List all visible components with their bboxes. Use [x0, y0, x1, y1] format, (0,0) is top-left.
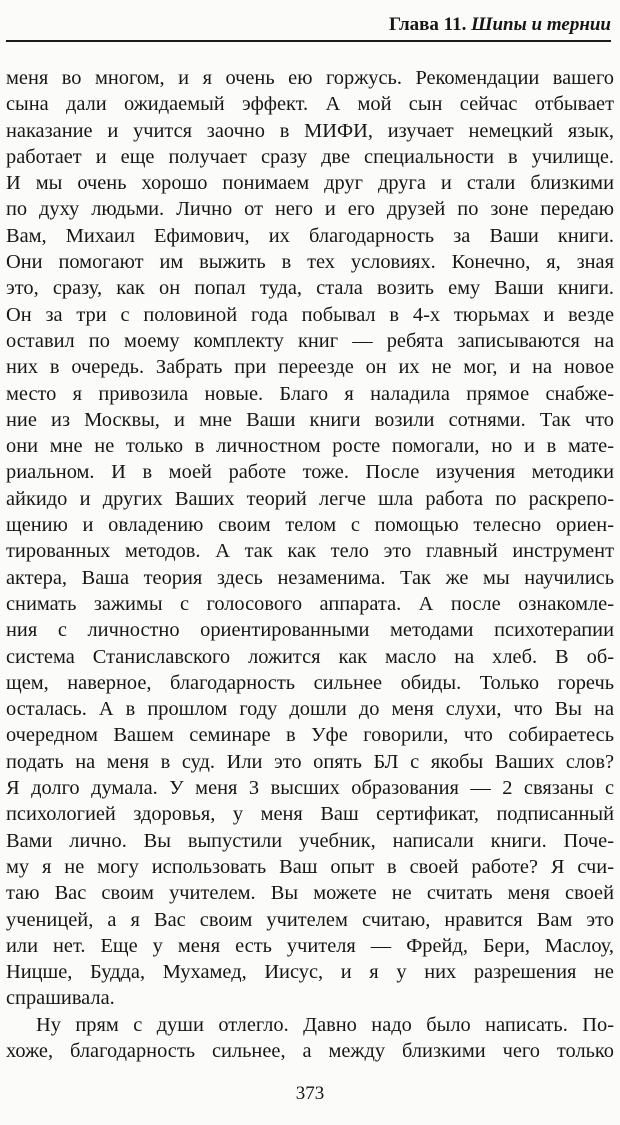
text-line: ние из Москвы, и мне Ваши книги возили сотнями. Так что: [6, 408, 614, 431]
text-line: оставил по моему комплекту книг — ребята записываются на: [6, 329, 614, 352]
text-line: психологией здоровья, у меня Ваш сертификат, подписанный: [6, 803, 614, 826]
text-line: спрашивала.: [6, 987, 115, 1010]
text-line: актера, Ваша теория здесь незаменима. Так же мы научились: [6, 566, 614, 589]
text-line: работает и еще получает сразу две специальности в училище.: [6, 145, 614, 168]
text-line: тированных методов. А так как тело это главный инструмент: [6, 540, 614, 563]
running-header: [6, 12, 611, 42]
text-line: Вам, Михаил Ефимович, их благодарность за Ваши книги.: [6, 224, 614, 247]
text-line: му я не могу использовать Ваш опыт в своей работе? Я счи-: [6, 855, 614, 878]
text-line: щению и овладению своим телом с помощью телесно ориен-: [6, 514, 614, 537]
text-line: них в очередь. Забрать при переезде он их не мог, и на новое: [6, 356, 614, 379]
text-line: Ницше, Будда, Мухамед, Иисус, и я у них разрешения не: [6, 961, 614, 984]
text-line: щем, наверное, благодарность сильнее обиды. Только горечь: [6, 671, 614, 694]
chapter-title: Шипы и тернии: [471, 14, 611, 35]
text-line: это, сразу, как он попал туда, стала возить ему Ваши книги.: [6, 277, 614, 300]
text-line: подать на меня в суд. Или это опять БЛ с якобы Ваших слов?: [6, 750, 614, 773]
text-line: таю Вас своим учителем. Вы можете не считать меня своей: [6, 882, 614, 905]
page-number: 373: [295, 1083, 325, 1104]
text-line: место я привозила новые. Благо я наладила прямое снабже-: [6, 382, 614, 405]
text-line: Ну прям с души отлегло. Давно надо было написать. По-: [36, 1013, 614, 1036]
text-line: осталась. А в прошлом году дошли до меня слухи, что Вы на: [6, 698, 614, 721]
text-line: Они помогают им выжить в тех условиях. Конечно, я, зная: [6, 251, 614, 274]
chapter-label: Глава 11.: [389, 14, 467, 35]
text-line: хоже, благодарность сильнее, а между близкими чего только: [6, 1039, 614, 1062]
text-line: И мы очень хорошо понимаем друг друга и стали близкими: [6, 172, 614, 195]
text-line: Он за три с половиной года побывал в 4-х тюрьмах и везде: [6, 303, 614, 326]
text-line: сына дали ожидаемый эффект. А мой сын сейчас отбывает: [6, 93, 614, 116]
text-line: ния с личностно ориентированными методами психотерапии: [6, 619, 614, 642]
text-line: айкидо и других Ваших теорий легче шла работа по раскрепо-: [6, 487, 614, 510]
text-line: снимать зажимы с голосового аппарата. А после ознакомле-: [6, 592, 614, 615]
text-line: меня во многом, и я очень ею горжусь. Рекомендации вашего: [6, 67, 614, 89]
text-line: риальном. И в моей работе тоже. После изучения методики: [6, 461, 614, 484]
text-line: очередном Вашем семинаре в Уфе говорили, что собираетесь: [6, 724, 614, 747]
text-line: система Станиславского ложится как масло на хлеб. В об-: [6, 645, 614, 668]
body-text: [6, 65, 614, 1064]
text-line: ученицей, а я Вас своим учителем считаю, нравится Вам это: [6, 908, 614, 931]
text-line: Я долго думала. У меня 3 высших образования — 2 связаны с: [6, 777, 614, 800]
text-line: по духу людьми. Лично от него и его друзей по зоне передаю: [6, 198, 614, 221]
text-line: Вами лично. Вы выпустили учебник, написали книги. Поче-: [6, 829, 614, 852]
text-line: наказание и учится заочно в МИФИ, изучает немецкий язык,: [6, 119, 614, 142]
text-line: они мне не только в личностном росте помогали, но и в мате-: [6, 435, 614, 458]
text-line: или нет. Еще у меня есть учителя — Фрейд, Бери, Маслоу,: [6, 934, 614, 957]
